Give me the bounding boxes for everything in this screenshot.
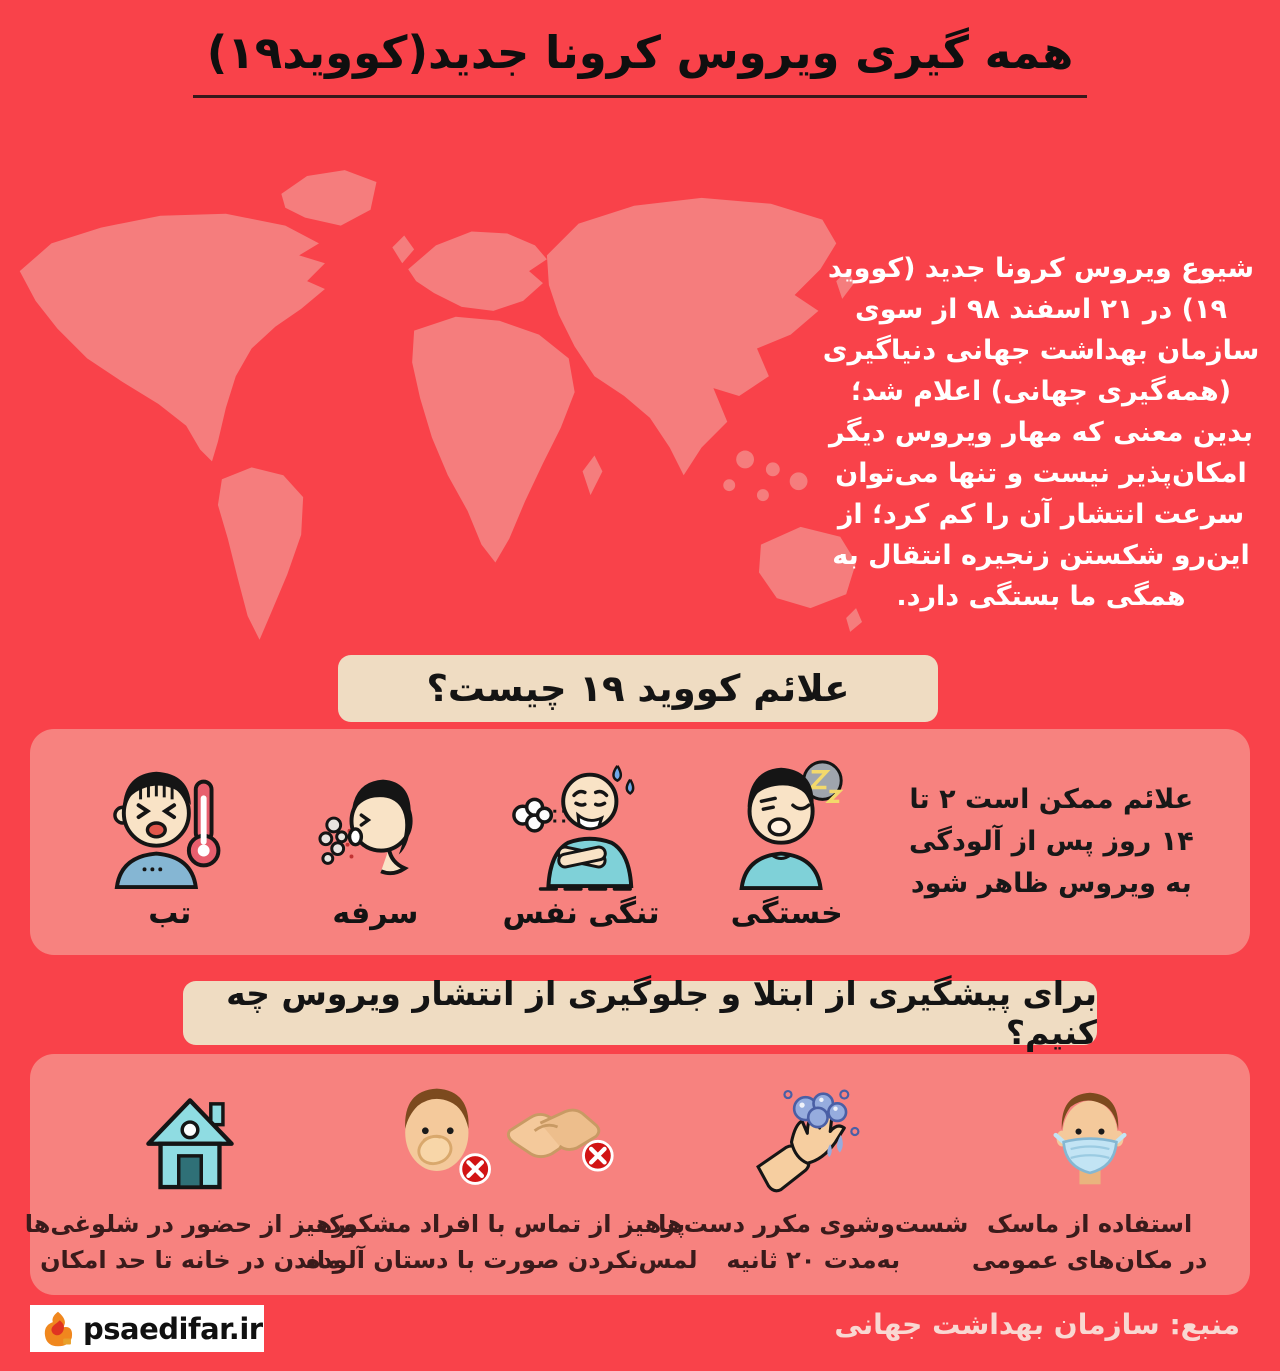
prevention-text-line2: به‌مدت ۲۰ ثانیه <box>726 1246 901 1274</box>
avoid-contact-icon <box>387 1079 617 1194</box>
prevention-text-line2: ماندن در خانه تا حد امکان <box>40 1246 341 1274</box>
prevention-text-line2: لمس‌نکردن صورت با دستان آلوده <box>306 1246 698 1274</box>
prevention-text-line1: شست‌وشوی مکرر دست‌ها <box>658 1210 969 1238</box>
symptom-item-fatigue <box>703 754 871 931</box>
source-text: منبع: سازمان بهداشت جهانی <box>834 1308 1240 1341</box>
face-mask-icon <box>1037 1084 1143 1194</box>
flame-logo-icon <box>40 1310 76 1348</box>
prevention-section-header <box>183 974 1097 1052</box>
prevention-text-line1: پرهیز از تماس با افراد مشکوک <box>318 1210 686 1238</box>
world-map <box>0 150 864 650</box>
prevention-text-line2: در مکان‌های عمومی <box>971 1246 1208 1274</box>
symptom-label-fever: تب <box>148 895 192 931</box>
face-mask-icon-wrap <box>1037 1078 1143 1194</box>
symptom-label-cough: سرفه <box>332 895 419 931</box>
shortness-of-breath-icon <box>507 754 655 892</box>
symptom-label-shortness-of-breath: تنگی نفس <box>502 895 660 931</box>
symptoms-section-header <box>338 655 938 722</box>
symptom-label-fatigue: خستگی <box>730 895 843 931</box>
logo-text: psaedifar.ir <box>83 1311 263 1346</box>
wash-hands-icon-wrap <box>756 1078 871 1194</box>
prevention-text-line1: پرهیز از حضور در شلوغی‌ها <box>24 1210 357 1238</box>
prevention-item-face-mask <box>966 1078 1214 1278</box>
fatigue-icon <box>718 754 856 892</box>
symptom-item-fever <box>86 754 254 931</box>
logo-badge <box>30 1305 264 1352</box>
symptoms-note: علائم ممکن است ۲ تا ۱۴ روز پس از آلودگی به ویروس ظاهر شود <box>908 784 1194 899</box>
symptoms-panel <box>30 729 1250 955</box>
prevention-item-avoid-contact <box>306 1078 698 1278</box>
avoid-contact-icon-wrap <box>387 1078 617 1194</box>
cough-icon <box>316 754 434 892</box>
page-title-text: همه گیری ویروس کرونا جدید(کووید۱۹) <box>193 26 1088 98</box>
prevention-panel <box>24 1054 1250 1295</box>
symptom-item-cough <box>291 754 459 931</box>
symptom-item-shortness-of-breath <box>497 754 665 931</box>
wash-hands-icon <box>756 1084 871 1194</box>
prevention-text-line1: استفاده از ماسک <box>987 1210 1193 1238</box>
stay-home-icon <box>138 1090 242 1194</box>
page-title <box>0 26 1280 98</box>
stay-home-icon-wrap <box>138 1078 242 1194</box>
prevention-item-stay-home <box>24 1078 357 1278</box>
symptoms-header-text: علائم کووید ۱۹ چیست؟ <box>426 667 850 710</box>
prevention-header-text: برای پیشگیری از ابتلا و جلوگیری از انتشار ویروس چه کنیم؟ <box>226 974 1097 1052</box>
prevention-item-wash-hands <box>658 1078 969 1278</box>
intro-paragraph: شیوع ویروس کرونا جدید (کووید ۱۹) در ۲۱ اسفند ۹۸ از سوی سازمان بهداشت جهانی دنیاگیری (همه‌گیری جهانی) اعلام شد؛ بدین معنی که مهار ویروس دیگر امکان‌پذیر نیست و تنها می‌توان سرعت انتشار آن را کم کرد؛ از این‌رو شکستن زنجیره انتقال به همگی ما بستگی دارد. <box>822 253 1260 613</box>
fever-icon <box>111 754 229 892</box>
